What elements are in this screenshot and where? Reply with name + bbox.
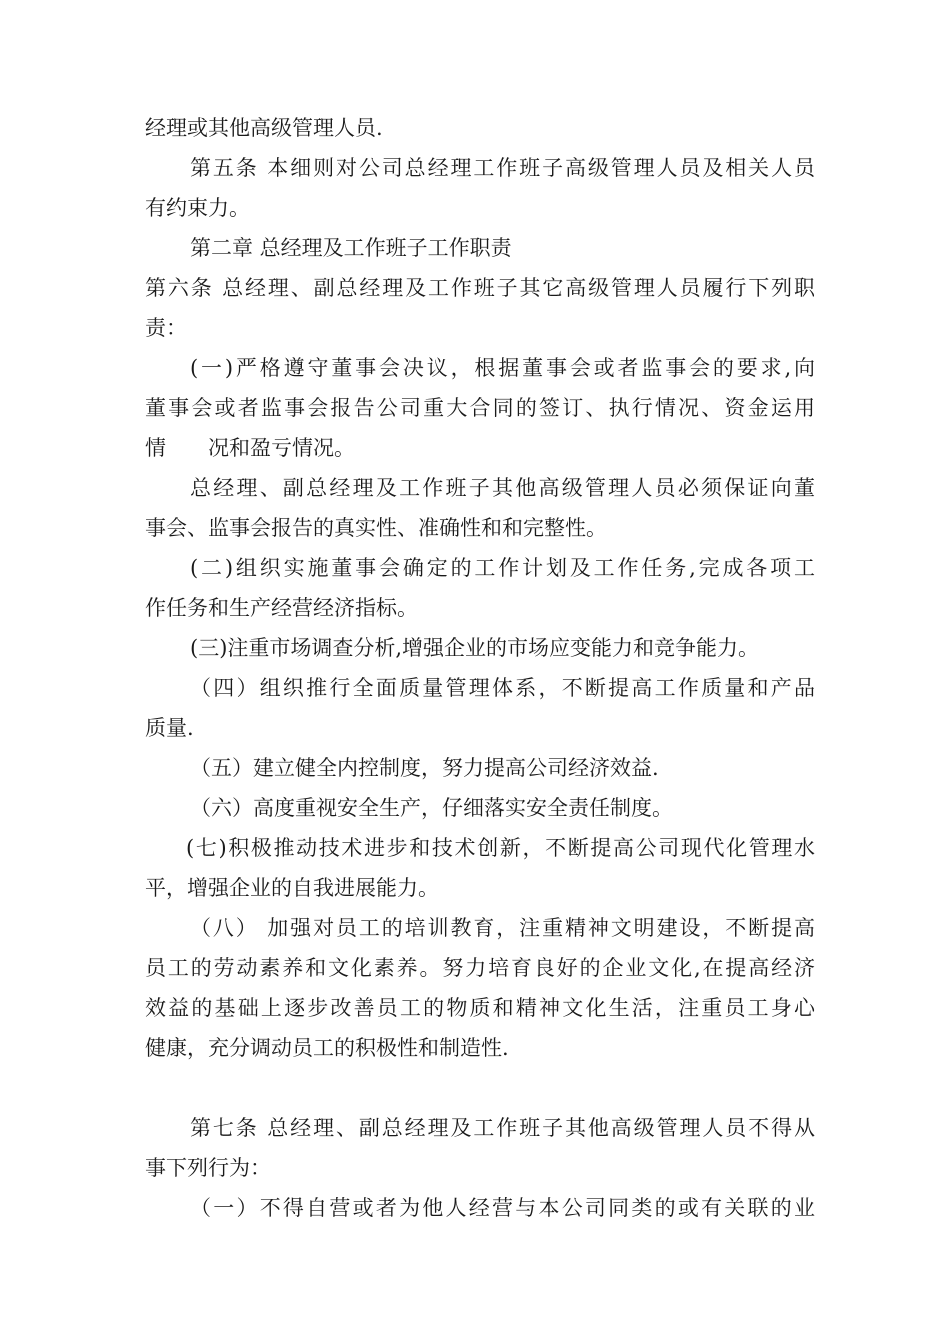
text-line: 平，增强企业的自我进展能力。 <box>145 876 439 900</box>
text-line: 效益的基础上逐步改善员工的物质和精神文化生活，注重员工身心 <box>145 996 815 1020</box>
text-line: （六）高度重视安全生产，仔细落实安全责任制度。 <box>190 796 673 820</box>
text-line: (一)严格遵守董事会决议，根据董事会或者监事会的要求,向 <box>190 356 815 380</box>
text-line: 第六条 总经理、副总经理及工作班子其它高级管理人员履行下列职 <box>145 276 815 300</box>
text-line: 健康，充分调动员工的积极性和制造性. <box>145 1036 509 1060</box>
text-line: 员工的劳动素养和文化素养。努力培育良好的企业文化,在提高经济 <box>145 956 815 980</box>
text-line: (二)组织实施董事会确定的工作计划及工作任务,完成各项工 <box>190 556 815 580</box>
text-line: 情 况和盈亏情况。 <box>145 436 355 460</box>
text-line: 第七条 总经理、副总经理及工作班子其他高级管理人员不得从 <box>190 1116 815 1140</box>
text-line: 第五条 本细则对公司总经理工作班子高级管理人员及相关人员 <box>190 156 815 180</box>
text-line: （八） 加强对员工的培训教育，注重精神文明建设，不断提高 <box>190 916 815 940</box>
text-line: （一）不得自营或者为他人经营与本公司同类的或有关联的业 <box>190 1196 815 1220</box>
text-line: 经理或其他高级管理人员. <box>145 116 383 140</box>
section-heading: 第二章 总经理及工作班子工作职责 <box>190 236 512 260</box>
text-line: 责： <box>145 316 187 340</box>
text-line: 董事会或者监事会报告公司重大合同的签订、执行情况、资金运用 <box>145 396 815 420</box>
text-line: 作任务和生产经营经济指标。 <box>145 596 418 620</box>
text-line: 事下列行为： <box>145 1156 271 1180</box>
text-line: （四）组织推行全面质量管理体系，不断提高工作质量和产品 <box>190 676 815 700</box>
text-line: （五）建立健全内控制度，努力提高公司经济效益. <box>190 756 659 780</box>
text-line: 总经理、副总经理及工作班子其他高级管理人员必须保证向董 <box>190 476 815 500</box>
text-line: 事会、监事会报告的真实性、准确性和和完整性。 <box>145 516 607 540</box>
text-line: (七)积极推动技术进步和技术创新，不断提高公司现代化管理水 <box>186 836 815 860</box>
text-line: (三)注重市场调查分析,增强企业的市场应变能力和竞争能力。 <box>190 636 760 660</box>
text-line: 有约束力。 <box>145 196 250 220</box>
text-line: 质量. <box>145 716 194 740</box>
